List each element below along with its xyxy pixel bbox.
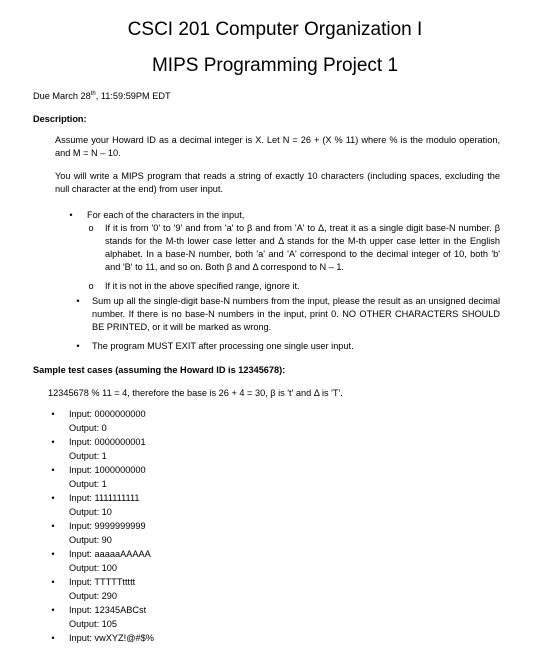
test-case-input: Input: vwXYZ!@#$% bbox=[69, 633, 154, 643]
description-heading: Description: bbox=[33, 114, 87, 124]
sub-bullet-circle: o bbox=[88, 223, 94, 233]
bullet-disc: • bbox=[51, 605, 55, 615]
test-case-input: Input: TTTTTttttt bbox=[69, 577, 136, 587]
test-case-output: Output: 1 bbox=[69, 451, 107, 461]
bullet-sum-rule: Sum up all the single-digit base-N numbers from the input, please the result as an unsigned decimal number. If there is no base-N numbers in the input, print 0. NO OTHER CHARACTERS SHOULD BE PRINTED, or it will be marked as wrong. bbox=[92, 296, 500, 333]
document-subtitle: MIPS Programming Project 1 bbox=[151, 55, 399, 76]
sample-heading: Sample test cases (assuming the Howard ID is 12345678): bbox=[33, 365, 286, 375]
test-case-input: Input: 1111111111 bbox=[69, 493, 140, 503]
test-case-input: Input: aaaaaAAAAA bbox=[69, 549, 151, 559]
bullet-disc: • bbox=[51, 493, 55, 503]
test-case-output: Output: 90 bbox=[69, 535, 112, 545]
sub-bullet-circle: o bbox=[88, 281, 94, 291]
due-date-ordinal: th bbox=[90, 90, 96, 97]
test-case-output: Output: 0 bbox=[69, 423, 107, 433]
test-case-output: Output: 100 bbox=[69, 563, 118, 573]
test-case-input: Input: 12345ABCst bbox=[69, 605, 147, 615]
test-case-output: Output: 105 bbox=[69, 619, 118, 629]
test-case-output: Output: 290 bbox=[69, 591, 118, 601]
bullet-exit-rule: The program MUST EXIT after processing one single user input. bbox=[92, 341, 354, 351]
bullet-disc: • bbox=[51, 465, 55, 475]
test-case-input: Input: 1000000000 bbox=[69, 465, 146, 475]
test-case-output: Output: 1 bbox=[69, 479, 107, 489]
paragraph-howard-id: Assume your Howard ID as a decimal integer is X. Let N = 26 + (X % 11) where % is the modulo operation, and M = N – 10. bbox=[55, 135, 500, 159]
bullet-disc: • bbox=[76, 296, 80, 306]
bullet-disc: • bbox=[51, 577, 55, 587]
due-date-rest: , 11:59:59PM EDT bbox=[95, 91, 171, 101]
test-case-input: Input: 0000000000 bbox=[69, 409, 146, 419]
test-case-input: Input: 0000000001 bbox=[69, 437, 146, 447]
sub-bullet-base-n-rule: If it is from '0' to '9' and from 'a' to β and from 'A' to Δ, treat it as a single digit base-N number. β stands for the M-th lower case letter and Δ stands for the M-th upper case letter in the English alphabet. In a base-N number, both 'a' and 'A' correspond to the decimal integer of 10, both 'b' and 'B' to 11, and so on. Both β and Δ correspond to N – 1. bbox=[105, 223, 500, 273]
bullet-disc: • bbox=[51, 633, 55, 643]
bullet-characters-intro: For each of the characters in the input, bbox=[87, 210, 245, 220]
sample-base-explanation: 12345678 % 11 = 4, therefore the base is 26 + 4 = 30, β is 't' and Δ is 'T'. bbox=[48, 388, 343, 398]
paragraph-mips-program: You will write a MIPS program that reads a string of exactly 10 characters (including spaces, excluding the null character at the end) from user input. bbox=[55, 171, 500, 195]
bullet-disc: • bbox=[51, 549, 55, 559]
test-case-output: Output: 10 bbox=[69, 507, 112, 517]
document-title: CSCI 201 Computer Organization I bbox=[127, 19, 423, 40]
due-date bbox=[33, 91, 171, 103]
bullet-disc: • bbox=[51, 521, 55, 531]
sub-bullet-ignore-rule: If it is not in the above specified range, ignore it. bbox=[105, 281, 300, 291]
bullet-disc: • bbox=[51, 409, 55, 419]
bullet-disc: • bbox=[76, 341, 80, 351]
due-date-prefix: Due March 28 bbox=[33, 91, 91, 101]
bullet-disc: • bbox=[69, 210, 73, 220]
bullet-disc: • bbox=[51, 437, 55, 447]
test-case-input: Input: 9999999999 bbox=[69, 521, 146, 531]
